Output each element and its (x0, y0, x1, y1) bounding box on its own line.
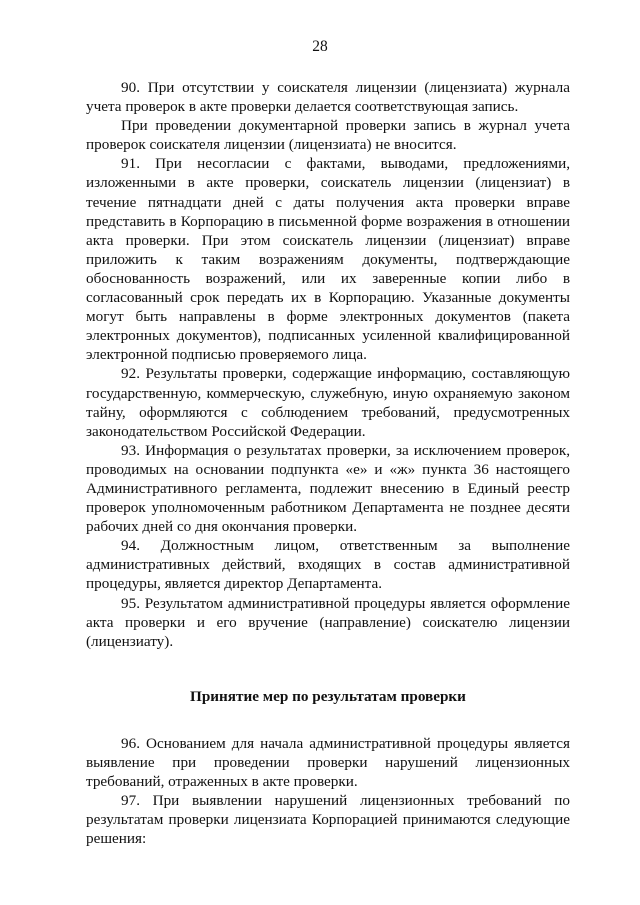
paragraph-90: 90. При отсутствии у соискателя лицензии (лицензиата) журнала учета проверок в акте проверки делается соответствующая запись. (86, 79, 570, 116)
paragraph-92: 92. Результаты проверки, содержащие информацию, составляющую государственную, коммерческую, служебную, иную охраняемую законом тайну, оформляются с соблюдением требований, предусмотренных законодательством Российской Федерации. (86, 365, 570, 440)
section-heading: Принятие мер по результатам проверки (190, 687, 466, 705)
paragraph-95: 95. Результатом административной процедуры является оформление акта проверки и его вручение (направление) соискателю лицензии (лицензиату). (86, 594, 570, 650)
paragraph-90-note: При проведении документарной проверки запись в журнал учета проверок соискателя лицензии (лицензиата) не вносится. (86, 117, 570, 154)
paragraph-97: 97. При выявлении нарушений лицензионных требований по результатам проверки лицензиата Корпорацией принимаются следующие решения: (86, 792, 570, 848)
paragraph-94: 94. Должностным лицом, ответственным за выполнение административных действий, входящих в состав административной процедуры, является директор Департамента. (86, 537, 570, 593)
paragraph-93: 93. Информация о результатах проверки, за исключением проверок, проводимых на основании подпункта «е» и «ж» пункта 36 настоящего Административного регламента, подлежит внесению в Единый реестр проверок уполномоченным работником Департамента не позднее десяти рабочих дней со дня окончания проверки. (86, 441, 570, 536)
page-number: 28 (312, 38, 328, 55)
document-body (86, 78, 570, 848)
paragraph-91: 91. При несогласии с фактами, выводами, предложениями, изложенными в акте проверки, соискатель лицензии (лицензиат) в течение пятнадцати дней с даты получения акта проверки вправе представить в Корпорацию в письменной форме возражения в отношении акта проверки. При этом соискатель лицензии (лицензиат) вправе приложить к таким возражениям документы, подтверждающие обоснованность возражений, или их заверенные копии либо в согласованный срок передать их в Корпорацию. Указанные документы могут быть направлены в форме электронных документов (пакета электронных документов), подписанных усиленной квалифицированной электронной подписью проверяемого лица. (86, 155, 570, 364)
paragraph-96: 96. Основанием для начала административной процедуры является выявление при проведении проверки нарушений лицензионных требований, отраженных в акте проверки. (86, 734, 570, 791)
